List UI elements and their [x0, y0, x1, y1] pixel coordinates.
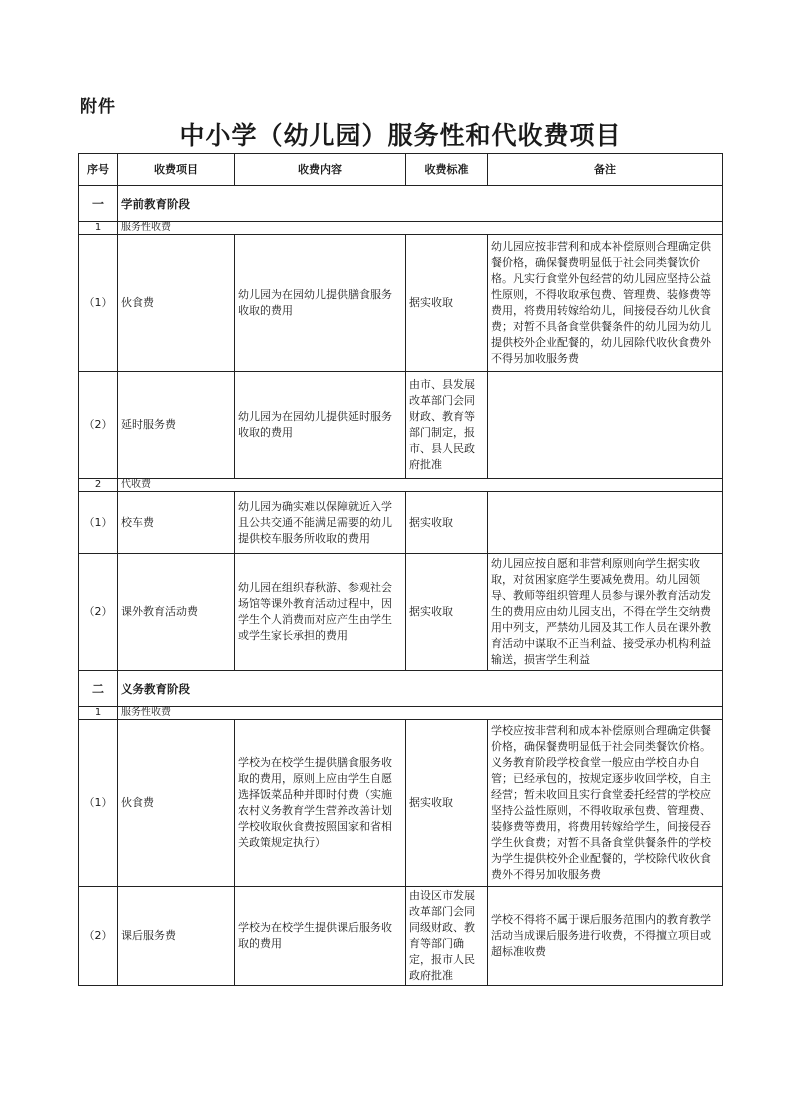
stage-number: 一 [79, 186, 118, 222]
category-name: 服务性收费 [118, 222, 723, 235]
row-remark: 幼儿园应按自愿和非营利原则向学生据实收取，对贫困家庭学生要减免费用。幼儿园领导、教师等组织管理人员参与课外教育活动发生的费用应由幼儿园支出，不得在学生交纳费用中列支，严禁幼儿园及其工作人员在课外教育活动中谋取不正当利益、接受承办机构利益输送，损害学生利益 [488, 554, 723, 671]
row-remark: 学校不得将不属于课后服务范围内的教育教学活动当成课后服务进行收费，不得擅立项目或超标准收费 [488, 887, 723, 986]
row-number: （1） [79, 235, 118, 372]
category-name: 服务性收费 [118, 707, 723, 720]
category-number: 2 [79, 479, 118, 492]
row-content: 幼儿园为确实难以保障就近入学且公共交通不能满足需要的幼儿提供校车服务所收取的费用 [235, 492, 406, 554]
table-row [79, 372, 723, 479]
row-item: 延时服务费 [118, 372, 235, 479]
category-row [79, 222, 723, 235]
row-remark [488, 372, 723, 479]
category-row [79, 479, 723, 492]
row-standard: 据实收取 [406, 235, 488, 372]
row-standard: 据实收取 [406, 492, 488, 554]
row-standard: 由市、县发展改革部门会同财政、教育等部门制定，报市、县人民政府批准 [406, 372, 488, 479]
row-number: （2） [79, 372, 118, 479]
row-content: 学校为在校学生提供课后服务收取的费用 [235, 887, 406, 986]
row-content: 幼儿园在组织春秋游、参观社会场馆等课外教育活动过程中，因学生个人消费而对应产生由学生或学生家长承担的费用 [235, 554, 406, 671]
column-header-remark: 备注 [488, 154, 723, 186]
row-content: 幼儿园为在园幼儿提供延时服务收取的费用 [235, 372, 406, 479]
category-number: 1 [79, 222, 118, 235]
table-row [79, 492, 723, 554]
row-content: 幼儿园为在园幼儿提供膳食服务收取的费用 [235, 235, 406, 372]
row-item: 伙食费 [118, 235, 235, 372]
table-header-row [79, 154, 723, 186]
stage-name: 义务教育阶段 [118, 671, 723, 707]
column-header-content: 收费内容 [235, 154, 406, 186]
row-number: （1） [79, 720, 118, 887]
row-remark: 幼儿园应按非营利和成本补偿原则合理确定供餐价格，确保餐费明显低于社会同类餐饮价格。凡实行食堂外包经营的幼儿园应坚持公益性原则，不得收取承包费、管理费、装修费等费用，将费用转嫁给幼儿，间接侵吞幼儿伙食费；对暂不具备食堂供餐条件的幼儿园为幼儿提供校外企业配餐的，幼儿园除代收伙食费外不得另加收服务费 [488, 235, 723, 372]
category-name: 代收费 [118, 479, 723, 492]
row-remark: 学校应按非营利和成本补偿原则合理确定供餐价格，确保餐费明显低于社会同类餐饮价格。义务教育阶段学校食堂一般应由学校自办自管；已经承包的，按规定逐步收回学校，自主经营；暂未收回且实行食堂委托经营的学校应坚持公益性原则，不得收取承包费、管理费、装修费等费用，将费用转嫁给学生，间接侵吞学生伙食费；对暂不具备食堂供餐条件的学校为学生提供校外企业配餐的，学校除代收伙食费外不得另加收服务费 [488, 720, 723, 887]
row-item: 伙食费 [118, 720, 235, 887]
category-row [79, 707, 723, 720]
column-header-no: 序号 [79, 154, 118, 186]
stage-name: 学前教育阶段 [118, 186, 723, 222]
table-row [79, 720, 723, 887]
stage-row-compulsory [79, 671, 723, 707]
row-number: （2） [79, 554, 118, 671]
table-row [79, 235, 723, 372]
row-content: 学校为在校学生提供膳食服务收取的费用，原则上应由学生自愿选择饭菜品种并即时付费（实施农村义务教育学生营养改善计划学校收取伙食费按照国家和省相关政策规定执行） [235, 720, 406, 887]
fee-items-table [78, 153, 723, 986]
table-row [79, 887, 723, 986]
row-number: （1） [79, 492, 118, 554]
stage-row-preschool [79, 186, 723, 222]
row-standard: 据实收取 [406, 554, 488, 671]
row-number: （2） [79, 887, 118, 986]
stage-number: 二 [79, 671, 118, 707]
row-item: 课后服务费 [118, 887, 235, 986]
column-header-item: 收费项目 [118, 154, 235, 186]
row-item: 校车费 [118, 492, 235, 554]
row-standard: 据实收取 [406, 720, 488, 887]
row-standard: 由设区市发展改革部门会同同级财政、教育等部门确定，报市人民政府批准 [406, 887, 488, 986]
document-title: 中小学（幼儿园）服务性和代收费项目 [179, 121, 622, 150]
row-remark [488, 492, 723, 554]
category-number: 1 [79, 707, 118, 720]
row-item: 课外教育活动费 [118, 554, 235, 671]
column-header-standard: 收费标准 [406, 154, 488, 186]
table-row [79, 554, 723, 671]
attachment-label: 附件 [80, 97, 116, 117]
